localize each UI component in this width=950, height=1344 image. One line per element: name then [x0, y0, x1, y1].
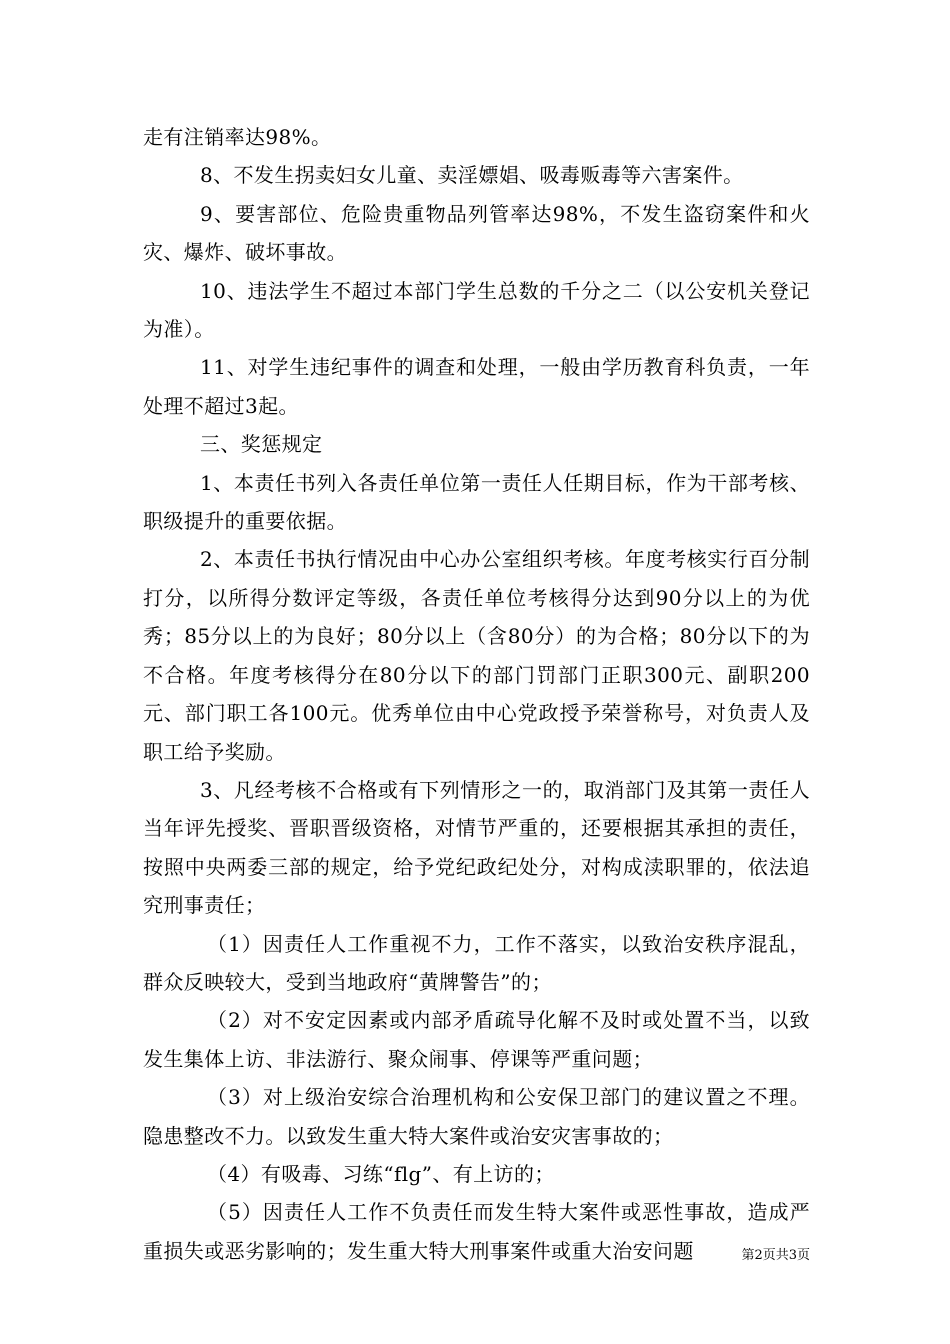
- section-heading-rewards-penalties: 三、奖惩规定: [200, 432, 323, 457]
- paragraph-item-10: 10、违法学生不超过本部门学生总数的千分之二（以公安机关登记为准）。: [143, 278, 810, 342]
- paragraph-rule-2: 2、本责任书执行情况由中心办公室组织考核。年度考核实行百分制打分，以所得分数评定等级，各责任单位考核得分达到90分以上的为优秀；85分以上的为良好；80分以上（含80分）的为合格；80分以下的为不合格。年度考核得分在80分以下的部门罚部门正职300元、副职200元、部门职工各100元。优秀单位由中心党政授予荣誉称号，对负责人及职工给予奖励。: [143, 547, 810, 764]
- paragraph-item-11: 11、对学生违纪事件的调查和处理，一般由学历教育科负责，一年处理不超过3起。: [143, 355, 810, 418]
- paragraph-rule-1: 1、本责任书列入各责任单位第一责任人任期目标，作为干部考核、职级提升的重要依据。: [143, 470, 810, 534]
- paragraph-rule-3: 3、凡经考核不合格或有下列情形之一的，取消部门及其第一责任人当年评先授奖、晋职晋级资格，对情节严重的，还要根据其承担的责任，按照中央两委三部的规定，给予党纪政纪处分，对构成渎职罪的，依法追究刑事责任；: [143, 777, 810, 918]
- paragraph-subitem-1: （1）因责任人工作重视不力，工作不落实，以致治安秩序混乱，群众反映较大，受到当地政府“黄牌警告”的；: [143, 931, 810, 994]
- paragraph-subitem-2: （2）对不安定因素或内部矛盾疏导化解不及时或处置不当，以致发生集体上访、非法游行、聚众闹事、停课等严重问题；: [143, 1008, 810, 1071]
- paragraph-continuation: 走有注销率达98%。: [143, 125, 332, 149]
- paragraph-subitem-3: （3）对上级治安综合治理机构和公安保卫部门的建议置之不理。隐患整改不力。以致发生重大特大案件或治安灾害事故的；: [143, 1085, 810, 1148]
- paragraph-item-9: 9、要害部位、危险贵重物品列管率达98%，不发生盗窃案件和火灾、爆炸、破坏事故。: [143, 201, 810, 265]
- document-body: [143, 118, 810, 1270]
- paragraph-subitem-4: （4）有吸毒、习练“flg”、有上访的；: [207, 1161, 555, 1186]
- paragraph-subitem-5: （5）因责任人工作不负责任而发生特大案件或恶性事故，造成严重损失或恶劣影响的；发生重大特大刑事案件或重大治安问题: [143, 1200, 810, 1263]
- paragraph-item-8: 8、不发生拐卖妇女儿童、卖淫嫖娼、吸毒贩毒等六害案件。: [200, 163, 744, 188]
- page-number-footer: 第2页共3页: [741, 1248, 810, 1263]
